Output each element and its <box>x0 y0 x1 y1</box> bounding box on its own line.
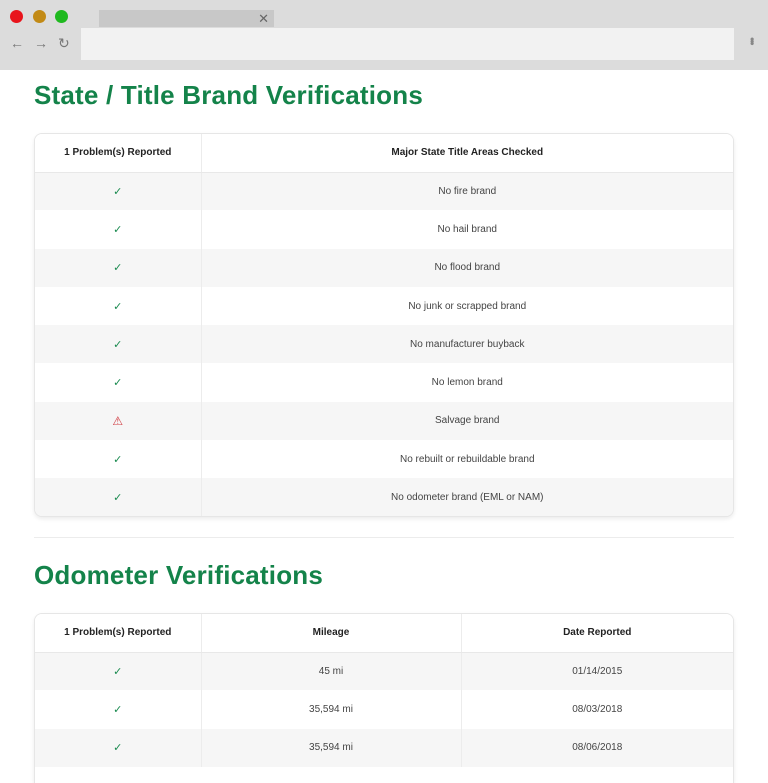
area-label: No junk or scrapped brand <box>201 287 733 325</box>
mileage-cell: 45 mi <box>201 652 461 690</box>
column-header-mileage: Mileage <box>201 614 461 652</box>
table-row <box>35 402 733 440</box>
area-label: Salvage brand <box>201 402 733 440</box>
table-row <box>35 478 733 516</box>
odometer-heading: Odometer Verifications <box>34 560 324 590</box>
address-bar[interactable] <box>81 28 734 60</box>
browser-chrome <box>0 0 768 70</box>
area-label: No manufacturer buyback <box>201 325 733 363</box>
table-row <box>35 729 733 767</box>
checkmark-icon: ✓ <box>113 185 123 198</box>
status-cell <box>35 478 201 516</box>
column-header-date: Date Reported <box>461 614 733 652</box>
status-cell <box>35 690 201 728</box>
checkmark-icon: ✓ <box>113 377 123 390</box>
state-brand-table <box>35 134 733 517</box>
status-cell <box>35 440 201 478</box>
mileage-cell: 35,594 mi <box>201 690 461 728</box>
forward-arrow-icon[interactable]: → <box>34 35 48 51</box>
reload-icon[interactable]: ↻ <box>58 35 70 51</box>
table-row <box>35 287 733 325</box>
column-header-areas: Major State Title Areas Checked <box>201 134 733 172</box>
table-row <box>35 210 733 248</box>
date-cell: 01/14/2015 <box>461 652 733 690</box>
table-row <box>35 363 733 401</box>
status-cell <box>35 172 201 210</box>
table-row <box>35 440 733 478</box>
state-title-heading: State / Title Brand Verifications <box>34 80 424 110</box>
area-label: No hail brand <box>201 210 733 248</box>
date-cell: 08/03/2018 <box>461 690 733 728</box>
table-row <box>35 652 733 690</box>
area-label: No odometer brand (EML or NAM) <box>201 478 733 516</box>
table-row <box>35 249 733 287</box>
status-cell <box>35 402 201 440</box>
checkmark-icon: ✓ <box>113 300 123 313</box>
checkmark-icon: ✓ <box>113 492 123 505</box>
checkmark-icon: ✓ <box>113 223 123 236</box>
maximize-window-button[interactable] <box>55 10 68 23</box>
area-label: No rebuilt or rebuildable brand <box>201 440 733 478</box>
mileage-cell: 35,594 mi <box>201 729 461 767</box>
table-row <box>35 172 733 210</box>
area-label: No flood brand <box>201 249 733 287</box>
checkmark-icon: ✓ <box>113 703 123 716</box>
column-header-problems: 1 Problem(s) Reported <box>35 614 201 652</box>
odometer-table <box>35 614 733 767</box>
minimize-window-button[interactable] <box>33 10 46 23</box>
checkmark-icon: ✓ <box>113 338 123 351</box>
checkmark-icon: ✓ <box>113 453 123 466</box>
area-label: No fire brand <box>201 172 733 210</box>
checkmark-icon: ✓ <box>113 742 123 755</box>
area-label: No lemon brand <box>201 363 733 401</box>
warning-triangle-icon: ⚠ <box>112 413 124 428</box>
status-cell <box>35 325 201 363</box>
checkmark-icon: ✓ <box>113 262 123 275</box>
status-cell <box>35 287 201 325</box>
status-cell <box>35 729 201 767</box>
date-cell: 08/06/2018 <box>461 729 733 767</box>
state-brand-table-card <box>34 133 734 517</box>
kebab-menu-icon[interactable]: ••• <box>745 37 759 44</box>
back-arrow-icon[interactable]: ← <box>10 35 24 51</box>
status-cell <box>35 652 201 690</box>
column-header-problems: 1 Problem(s) Reported <box>35 134 201 172</box>
close-icon[interactable]: ✕ <box>258 11 269 26</box>
section-divider <box>34 537 734 538</box>
checkmark-icon: ✓ <box>113 665 123 678</box>
table-row <box>35 325 733 363</box>
status-cell <box>35 210 201 248</box>
browser-tab[interactable] <box>99 10 274 27</box>
status-cell <box>35 249 201 287</box>
odometer-table-card <box>34 613 734 783</box>
status-cell <box>35 363 201 401</box>
close-window-button[interactable] <box>10 10 23 23</box>
table-row <box>35 690 733 728</box>
